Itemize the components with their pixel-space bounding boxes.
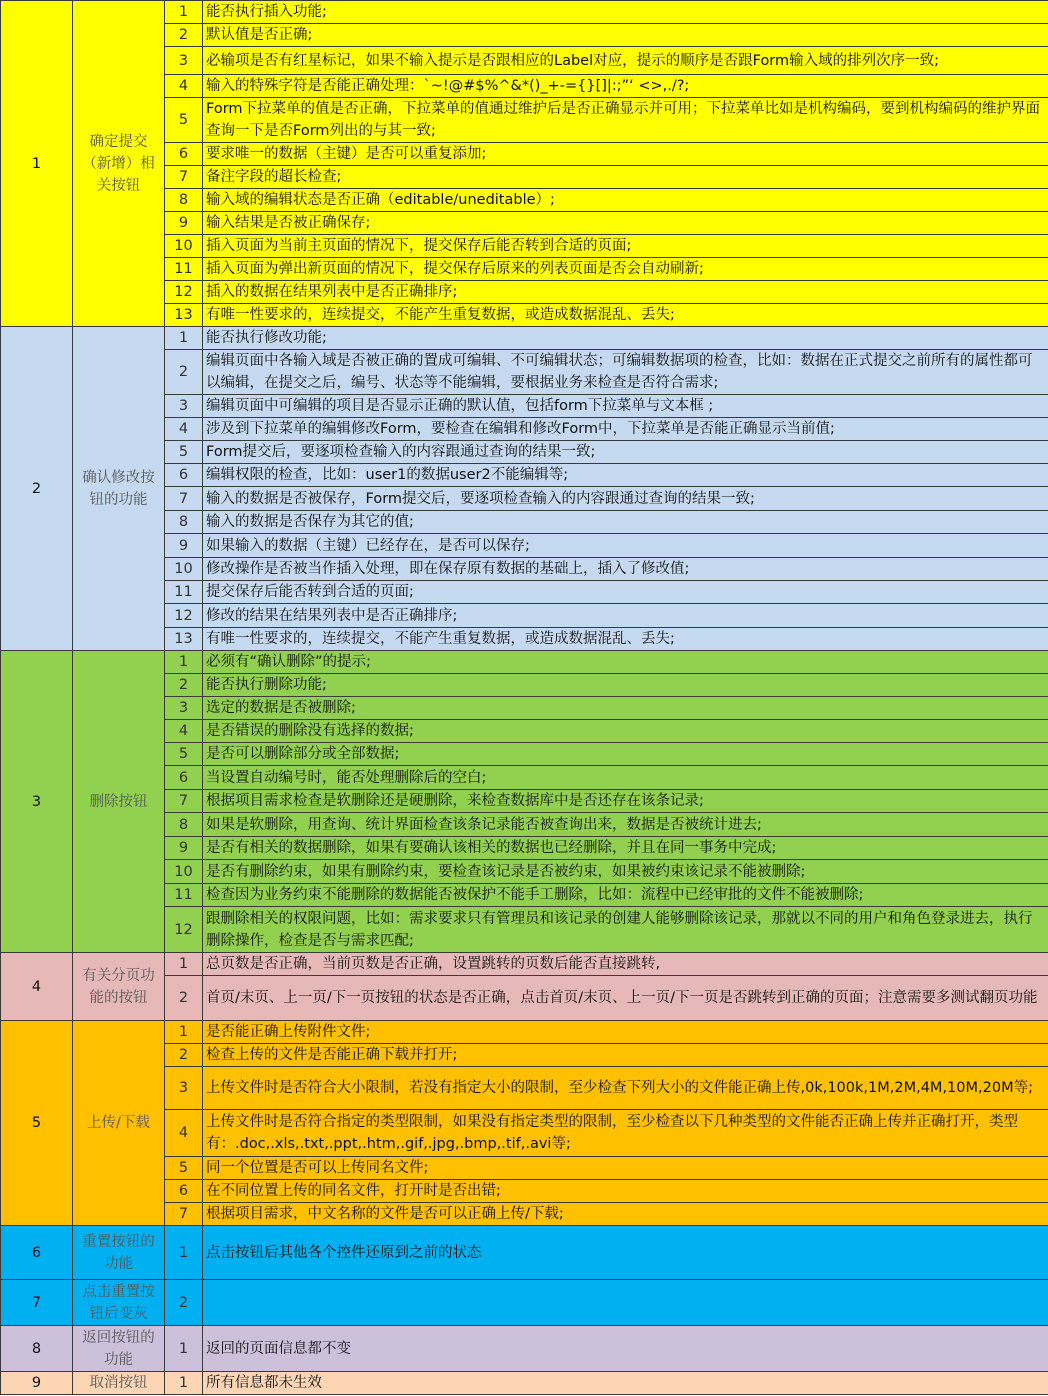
item-number: 7 (165, 487, 203, 511)
table-row (1, 1226, 1048, 1280)
item-number: 3 (165, 395, 203, 418)
table-row (1, 1326, 1048, 1372)
group-name: 上传/下载 (73, 1021, 165, 1226)
item-text: 根据项目需求检查是软删除还是硬删除，来检查数据库中是否还存在该条记录; (203, 790, 1048, 813)
item-text: 检查因为业务约束不能删除的数据能否被保护不能手工删除，比如：流程中已经审批的文件不能被删除; (203, 884, 1048, 907)
item-number: 1 (165, 1021, 203, 1044)
group-name: 取消按钮 (73, 1372, 165, 1395)
item-number: 6 (165, 1180, 203, 1203)
group-number: 1 (1, 1, 73, 327)
item-text: 根据项目需求，中文名称的文件是否可以正确上传/下载; (203, 1203, 1048, 1226)
group-name: 返回按钮的功能 (73, 1326, 165, 1372)
group-name: 确认修改按钮的功能 (73, 327, 165, 651)
item-text: 检查上传的文件是否能正确下载并打开; (203, 1044, 1048, 1067)
item-number: 3 (165, 697, 203, 720)
item-text: 插入页面为弹出新页面的情况下，提交保存后原来的列表页面是否会自动刷新; (203, 258, 1048, 281)
item-number: 8 (165, 511, 203, 534)
item-number: 1 (165, 1226, 203, 1280)
item-text: 要求唯一的数据（主键）是否可以重复添加; (203, 143, 1048, 166)
item-number: 8 (165, 189, 203, 212)
item-text: 编辑页面中可编辑的项目是否显示正确的默认值，包括form下拉菜单与文本框 ; (203, 395, 1048, 418)
group-name: 有关分页功能的按钮 (73, 953, 165, 1021)
item-number: 4 (165, 75, 203, 98)
item-text: 备注字段的超长检查; (203, 166, 1048, 189)
table-row (1, 1, 1048, 24)
item-text: 默认值是否正确; (203, 24, 1048, 47)
item-text: Form提交后，要逐项检查输入的内容跟通过查询的结果一致; (203, 441, 1048, 464)
item-text: 在不同位置上传的同名文件，打开时是否出错; (203, 1180, 1048, 1203)
item-number: 7 (165, 1203, 203, 1226)
item-number: 6 (165, 464, 203, 487)
item-number: 5 (165, 98, 203, 143)
table-row (1, 327, 1048, 350)
item-number: 11 (165, 884, 203, 907)
item-text: 选定的数据是否被删除; (203, 697, 1048, 720)
item-number: 3 (165, 1067, 203, 1110)
item-number: 6 (165, 766, 203, 790)
item-text: 能否执行删除功能; (203, 674, 1048, 697)
item-text: 是否错误的删除没有选择的数据; (203, 720, 1048, 743)
item-number: 12 (165, 604, 203, 628)
item-text: 必输项是否有红星标记，如果不输入提示是否跟相应的Label对应，提示的顺序是否跟Form输入域的排列次序一致; (203, 47, 1048, 75)
item-text: 修改操作是否被当作插入处理，即在保存原有数据的基础上，插入了修改值; (203, 558, 1048, 581)
item-number: 9 (165, 534, 203, 558)
item-text: 同一个位置是否可以上传同名文件; (203, 1157, 1048, 1180)
item-text: 首页/末页、上一页/下一页按钮的状态是否正确，点击首页/末页、上一页/下一页是否跳转到正确的页面；注意需要多测试翻页功能 (203, 976, 1048, 1021)
table-row (1, 1372, 1048, 1395)
item-text: 能否执行修改功能; (203, 327, 1048, 350)
item-text: 返回的页面信息都不变 (203, 1326, 1048, 1372)
item-number: 4 (165, 720, 203, 743)
group-number: 3 (1, 651, 73, 953)
item-text: 输入的特殊字符是否能正确处理：`~!@#$%^&*()_+-={}[]|:;”‘ <>,./?; (203, 75, 1048, 98)
item-number: 1 (165, 1372, 203, 1395)
item-number: 7 (165, 166, 203, 189)
group-name: 删除按钮 (73, 651, 165, 953)
item-text: 编辑页面中各输入域是否被正确的置成可编辑、不可编辑状态；可编辑数据项的检查，比如：数据在正式提交之前所有的属性都可以编辑，在提交之后，编号、状态等不能编辑，要根据业务来检查是否符合需求; (203, 350, 1048, 395)
item-text: 输入的数据是否被保存，Form提交后，要逐项检查输入的内容跟通过查询的结果一致; (203, 487, 1048, 511)
item-number: 12 (165, 907, 203, 953)
item-text: 涉及到下拉菜单的编辑修改Form，要检查在编辑和修改Form中，下拉菜单是否能正确显示当前值; (203, 418, 1048, 441)
group-number: 4 (1, 953, 73, 1021)
item-number: 2 (165, 350, 203, 395)
item-number: 2 (165, 976, 203, 1021)
item-number: 4 (165, 418, 203, 441)
item-number: 8 (165, 813, 203, 837)
item-text: 必须有“确认删除”的提示; (203, 651, 1048, 674)
item-number: 2 (165, 1044, 203, 1067)
item-number: 2 (165, 674, 203, 697)
item-text: 上传文件时是否符合指定的类型限制，如果没有指定类型的限制，至少检查以下几种类型的文件能否正确上传并正确打开，类型有：.doc,.xls,.txt,.ppt,.htm,.gif,.jpg,.bmp,.tif,.avi等; (203, 1110, 1048, 1157)
item-number: 1 (165, 1, 203, 24)
group-number: 5 (1, 1021, 73, 1226)
item-number: 1 (165, 953, 203, 976)
item-text: 有唯一性要求的，连续提交，不能产生重复数据，或造成数据混乱、丢失; (203, 304, 1048, 327)
item-text: Form下拉菜单的值是否正确，下拉菜单的值通过维护后是否正确显示并可用；下拉菜单比如是机构编码，要到机构编码的维护界面查询一下是否Form列出的与其一致; (203, 98, 1048, 143)
item-number: 10 (165, 558, 203, 581)
item-text: 有唯一性要求的，连续提交，不能产生重复数据，或造成数据混乱、丢失; (203, 628, 1048, 651)
item-text: 上传文件时是否符合大小限制，若没有指定大小的限制，至少检查下列大小的文件能正确上传,0k,100k,1M,2M,4M,10M,20M等; (203, 1067, 1048, 1110)
table-row (1, 1280, 1048, 1326)
group-number: 2 (1, 327, 73, 651)
item-text: 是否能正确上传附件文件; (203, 1021, 1048, 1044)
group-name: 确定提交（新增）相关按钮 (73, 1, 165, 327)
group-name: 点击重置按钮后变灰 (73, 1280, 165, 1326)
group-number: 6 (1, 1226, 73, 1280)
table-row (1, 953, 1048, 976)
item-number: 5 (165, 441, 203, 464)
item-text: 输入结果是否被正确保存; (203, 212, 1048, 235)
item-number: 10 (165, 235, 203, 258)
item-text: 输入的数据是否保存为其它的值; (203, 511, 1048, 534)
item-text: 当设置自动编号时，能否处理删除后的空白; (203, 766, 1048, 790)
item-number: 11 (165, 581, 203, 604)
item-number: 9 (165, 837, 203, 860)
group-number: 9 (1, 1372, 73, 1395)
item-number: 13 (165, 304, 203, 327)
item-number: 1 (165, 651, 203, 674)
group-number: 8 (1, 1326, 73, 1372)
item-text: 是否可以删除部分或全部数据; (203, 743, 1048, 766)
item-number: 10 (165, 860, 203, 884)
item-text: 如果是软删除，用查询、统计界面检查该条记录能否被查询出来，数据是否被统计进去; (203, 813, 1048, 837)
item-number: 5 (165, 1157, 203, 1180)
item-text: 所有信息都未生效 (203, 1372, 1048, 1395)
item-text: 跟删除相关的权限问题，比如：需求要求只有管理员和该记录的创建人能够删除该记录，那就以不同的用户和角色登录进去，执行删除操作，检查是否与需求匹配; (203, 907, 1048, 953)
table-row (1, 651, 1048, 674)
item-number: 2 (165, 1280, 203, 1326)
item-number: 1 (165, 1326, 203, 1372)
item-text: 插入的数据在结果列表中是否正确排序; (203, 281, 1048, 304)
item-text: 提交保存后能否转到合适的页面; (203, 581, 1048, 604)
item-text: 插入页面为当前主页面的情况下，提交保存后能否转到合适的页面; (203, 235, 1048, 258)
item-text: 编辑权限的检查，比如：user1的数据user2不能编辑等; (203, 464, 1048, 487)
item-number: 9 (165, 212, 203, 235)
item-text: 修改的结果在结果列表中是否正确排序; (203, 604, 1048, 628)
item-number: 11 (165, 258, 203, 281)
group-name: 重置按钮的功能 (73, 1226, 165, 1280)
item-number: 4 (165, 1110, 203, 1157)
item-text: 是否有删除约束，如果有删除约束，要检查该记录是否被约束，如果被约束该记录不能被删除; (203, 860, 1048, 884)
item-number: 12 (165, 281, 203, 304)
item-text: 如果输入的数据（主键）已经存在，是否可以保存; (203, 534, 1048, 558)
item-text: 输入域的编辑状态是否正确（editable/uneditable）; (203, 189, 1048, 212)
group-number: 7 (1, 1280, 73, 1326)
item-text: 点击按钮后其他各个控件还原到之前的状态 (203, 1226, 1048, 1280)
table-row (1, 1021, 1048, 1044)
table-body (1, 1, 1048, 1395)
item-text: 能否执行插入功能; (203, 1, 1048, 24)
item-text: 是否有相关的数据删除，如果有要确认该相关的数据也已经删除，并且在同一事务中完成; (203, 837, 1048, 860)
item-number: 2 (165, 24, 203, 47)
item-number: 6 (165, 143, 203, 166)
item-number: 3 (165, 47, 203, 75)
item-number: 5 (165, 743, 203, 766)
item-number: 1 (165, 327, 203, 350)
item-number: 13 (165, 628, 203, 651)
item-number: 7 (165, 790, 203, 813)
item-text: 总页数是否正确，当前页数是否正确，设置跳转的页数后能否直接跳转, (203, 953, 1048, 976)
item-text (203, 1280, 1048, 1326)
